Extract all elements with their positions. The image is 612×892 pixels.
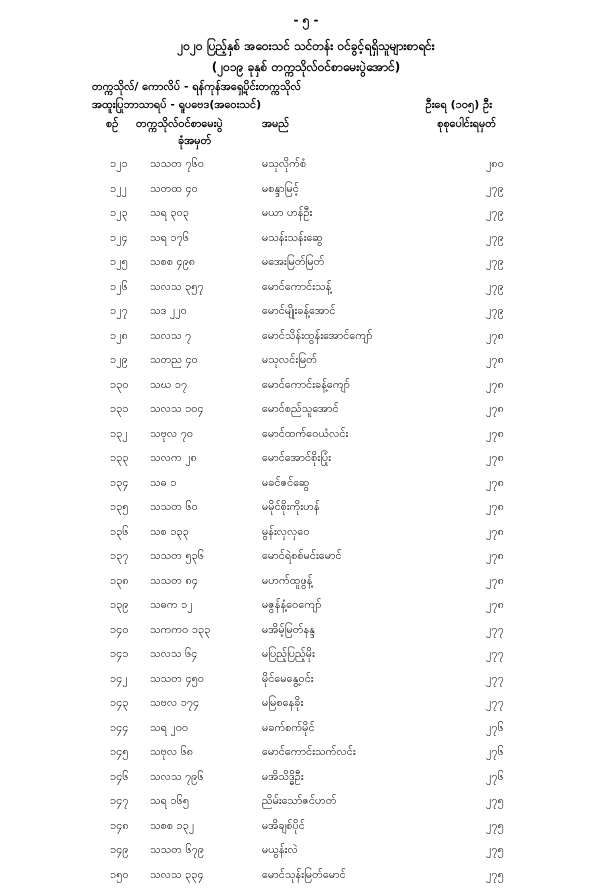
row-name: မအေးမြတ်မြတ် [262,255,324,271]
row-exam-number: သစ ၁၃၃ [150,525,189,541]
row-number: ၁၄၆ [110,770,129,786]
page-number: - ၅ - [0,12,612,30]
row-number: ၁၃၀ [110,378,129,394]
row-exam-number: သသတ ၄၅၀ [150,672,204,688]
major-label: အထူးပြုဘာသာရပ် - ရူပဗေဒ(အဝေးသင်) [92,98,261,114]
row-score: ၂၇၈ [486,451,504,467]
table-row [0,721,612,746]
row-number: ၁၃၅ [110,500,129,516]
table-row [0,280,612,305]
row-exam-number: သဓက ၁၂ [150,598,193,614]
table-row [0,647,612,672]
row-exam-number: သဗလ ၁၇၄ [150,696,199,712]
row-exam-number: သရ ၂၀၀ [150,721,188,737]
row-exam-number: သသတ ၆၇၉ [150,843,204,859]
row-number: ၁၄၀ [110,623,129,639]
row-score: ၂၇၆ [486,745,504,761]
row-name: မောင်စည်သူအောင် [262,402,339,418]
row-name: မအိမ့်မြတ်နန္ဒ [262,623,315,639]
row-score: ၂၇၉ [486,304,504,320]
row-exam-number: သသတ ၇၆၀ [150,157,204,173]
row-score: ၂၇၈ [486,574,504,590]
row-score: ၂၇၈ [486,598,504,614]
table-row [0,770,612,795]
row-exam-number: သဃ ၁၇ [150,378,187,394]
row-score: ၂၇၉ [486,280,504,296]
row-exam-number: သရ ၁၇၆ [150,231,189,247]
row-number: ၁၃၄ [110,476,129,492]
row-number: ၁၃၆ [110,525,129,541]
row-name: မောင်ထက်ဝေယံလင်း [262,427,348,443]
row-number: ၁၃၇ [110,549,129,565]
row-exam-number: သလသ ၆၄ [150,647,197,663]
row-score: ၂၇၈ [486,329,504,345]
row-name: မောင်သိန်းထွန်းအောင်ကျော် [262,329,372,345]
row-score: ၂၇၈ [486,427,504,443]
row-number: ၁၂၆ [110,280,128,296]
row-name: မပြည့်ပြည့်မိုး [262,647,315,663]
row-name: မယာ ဟန်ဦး [262,206,312,222]
row-number: ၁၂၁ [110,157,128,173]
row-score: ၂၇၈ [486,525,504,541]
row-score: ၂၇၅ [486,794,504,810]
table-row [0,549,612,574]
row-number: ၁၄၇ [110,794,129,810]
header-exam-number-line2: ခုံအမှတ် [178,134,211,150]
row-exam-number: သလသ ၇၉၆ [150,770,204,786]
table-row [0,157,612,182]
row-exam-number: သစစ ၁၃၂ [150,819,194,835]
row-score: ၂၇၈ [486,476,504,492]
row-name: မအိသိဒ္ဓိဦး [262,770,304,786]
row-exam-number: သသတ ၆၀ [150,500,198,516]
row-exam-number: သစစ ၄၉၈ [150,255,195,271]
row-number: ၁၂၈ [110,329,128,345]
row-exam-number: သလသ ၁၀၄ [150,402,204,418]
row-exam-number: သလသ ၃၃၄ [150,868,204,884]
row-score: ၂၇၉ [486,206,504,222]
table-row [0,819,612,844]
table-row [0,500,612,525]
row-score: ၂၇၉ [486,231,504,247]
row-score: ၂၇၇ [486,696,504,712]
row-number: ၁၃၃ [110,451,129,467]
row-exam-number: သတည ၄၀ [150,353,198,369]
row-name: မသုလင်းမြတ် [262,353,317,369]
row-number: ၁၄၈ [110,819,129,835]
row-name: မမိုင်စိုးကိုးဟန် [262,500,320,516]
row-name: မစန္ဒာမြင့် [262,182,299,198]
row-exam-number: သလသ ၇ [150,329,191,345]
row-name: မသန်းသန်းဆွေ [262,231,323,247]
table-row [0,378,612,403]
table-row [0,868,612,892]
row-score: ၂၇၈ [486,402,504,418]
header-exam-number: တက္ကသိုလ်ဝင်စာမေးပွဲ [136,117,223,133]
row-exam-number: သဗုလ ၆၈ [150,745,193,761]
row-name: မောင်ကောင်းခန့်ကျော် [262,378,350,394]
header-number: စဉ် [106,117,118,133]
table-row [0,672,612,697]
row-score: ၂၇၇ [486,672,504,688]
row-score: ၂၇၈ [486,500,504,516]
row-name: မောင်သုန်းမြတ်မောင် [262,868,346,884]
title-line-2: (၂၀၁၉ ခုနှစ် တက္ကသိုလ်ဝင်စာမေးပွဲအောင်) [0,59,612,77]
row-name: မောင်မျိုးခန့်အောင် [262,304,335,320]
row-exam-number: သတထ ၄၀ [150,182,198,198]
results-table [0,157,612,892]
row-score: ၂၇၅ [486,868,504,884]
row-exam-number: သလသ ၃၅၇ [150,280,204,296]
row-exam-number: သကကဝ ၁၃၃ [150,623,210,639]
row-number: ၁၄၅ [110,745,129,761]
row-number: ၁၄၄ [110,721,129,737]
row-score: ၂၇၅ [486,843,504,859]
row-score: ၂၇၉ [486,182,504,198]
row-number: ၁၃၈ [110,574,129,590]
row-name: မဇွန်နံ့ဝေကျော် [262,598,321,614]
row-score: ၂၇၈ [486,378,504,394]
table-row [0,623,612,648]
row-score: ၂၇၆ [486,721,504,737]
row-name: မောင်ကောင်းသက်လင်း [262,745,356,761]
row-score: ၂၇၉ [486,255,504,271]
row-name: မမြစနေခိုး [262,696,303,712]
row-score: ၂၇၅ [486,819,504,835]
table-row [0,451,612,476]
table-row [0,745,612,770]
row-number: ၁၄၉ [110,843,129,859]
row-name: မိုင်မေနွေ့ဝင်း [262,672,314,688]
table-row [0,402,612,427]
row-score: ၂၇၇ [486,623,504,639]
table-row [0,231,612,256]
row-score: ၂၇၇ [486,647,504,663]
university-label: တက္ကသိုလ်/ ကောလိပ် - ရန်ကုန်အရှေ့ပိုင်းတက္ကသိုလ် [92,80,301,96]
table-row [0,696,612,721]
table-row [0,206,612,231]
row-name: မသုလိုက်စံ [262,157,306,173]
row-name: မအိချစ်ပိုင် [262,819,305,835]
title-line-1: ၂၀၂၀ ပြည့်နှစ် အဝေးသင် သင်တန်း ဝင်ခွင့်ရရှိသူများစာရင်း [0,38,612,56]
row-name: မောင်ကောင်းသန့် [262,280,331,296]
row-name: မောင်ရဲစစ်မင်းမောင် [262,549,342,565]
row-number: ၁၄၁ [110,647,129,663]
row-number: ၁၂၇ [110,304,128,320]
header-total-score: စုစုပေါင်းရမှတ် [437,117,496,133]
table-row [0,843,612,868]
row-number: ၁၅၀ [110,868,129,884]
row-number: ၁၂၄ [110,231,128,247]
row-score: ၂၇၈ [486,353,504,369]
total-count-label: ဦးရေ (၁၀၅) ဦး [426,98,492,114]
row-score: ၂၇၆ [486,770,504,786]
row-exam-number: သလက ၂၈ [150,451,197,467]
row-number: ၁၃၉ [110,598,129,614]
row-number: ၁၂၅ [110,255,128,271]
table-row [0,574,612,599]
table-row [0,525,612,550]
table-row [0,476,612,501]
row-name: မယွန်းလဲ [262,843,298,859]
row-name: မခက်စက်မိုင် [262,721,315,737]
row-exam-number: သဒ ၂၂၀ [150,304,187,320]
header-name: အမည် [262,117,289,133]
table-row [0,794,612,819]
row-score: ၂၇၈ [486,549,504,565]
row-exam-number: သဓ ၁ [150,476,177,492]
row-name: မခင်ဇင်ဆွေ [262,476,309,492]
row-number: ၁၃၂ [110,427,128,443]
table-row [0,598,612,623]
row-name: မောင်အောင်စိုးပြုံး [262,451,331,467]
row-name: မွန်းလှလှဝေ [262,525,310,541]
table-row [0,427,612,452]
row-number: ၁၂၂ [110,182,127,198]
row-score: ၂၈၀ [486,157,504,173]
row-number: ၁၂၉ [110,353,128,369]
row-exam-number: သရ ၃၀၃ [150,206,189,222]
row-number: ၁၄၂ [110,672,128,688]
row-exam-number: သရ ၁၆၅ [150,794,189,810]
table-row [0,255,612,280]
row-exam-number: သသတ ၈၄ [150,574,198,590]
table-row [0,182,612,207]
row-name: ညိမ်းသော်ဇင်ဟတ် [262,794,337,810]
table-row [0,304,612,329]
table-row [0,353,612,378]
row-exam-number: သဗုလ ၇၀ [150,427,193,443]
table-row [0,329,612,354]
row-number: ၁၃၁ [110,402,129,418]
row-exam-number: သသတ ၅၃၆ [150,549,204,565]
row-number: ၁၄၃ [110,696,129,712]
row-number: ၁၂၃ [110,206,128,222]
row-name: မဟက်ထူဖွန့် [262,574,312,590]
